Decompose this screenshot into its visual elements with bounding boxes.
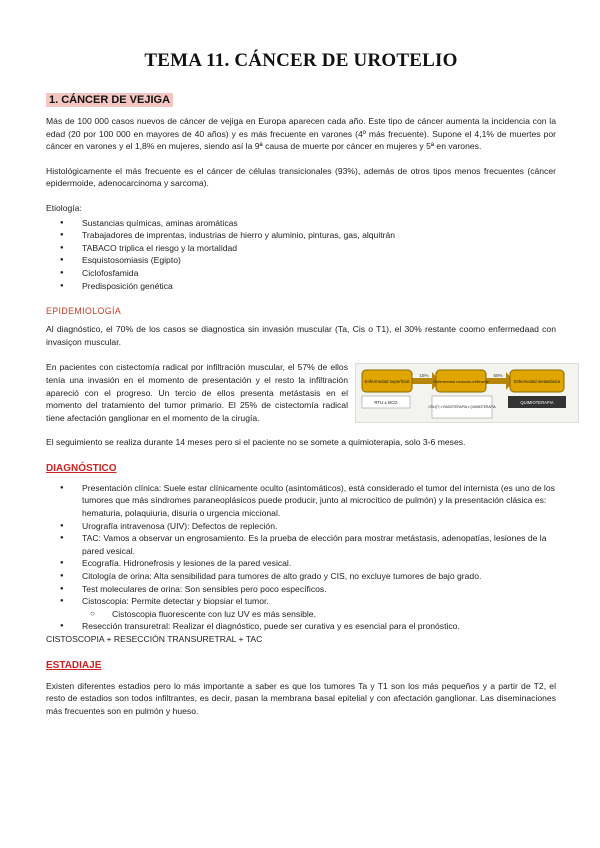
- list-item: ● Citología de orina: Alta sensibilidad para tumores de alto grado y CIS, no excluye tumores de bajo grado.: [66, 570, 556, 583]
- diagnosis-heading: DIAGNÓSTICO: [46, 462, 117, 474]
- list-item: ● Presentación clínica: Suele estar clínicamente oculto (asintomáticos), está considerado el tumor del internista (es uno de los tumores que más síndromes paraneoplásicos puede producir, junto al microcítico de pulmón) y la presentación clásica es: hematuria, polaquiuria, disuria o urgencia miccional.: [66, 482, 556, 520]
- disease-progression-diagram: [355, 363, 579, 423]
- staging-heading: ESTADIAJE: [46, 659, 102, 671]
- list-item: ● Urografía intravenosa (UIV): Defectos de repleción.: [66, 520, 556, 533]
- epidemiology-paragraph-1: Al diagnóstico, el 70% de los casos se diagnostica sin invasión muscular (Ta, Cis o T1), el 30% restante coomo enfermedaad con invasiçon muscular.: [46, 324, 556, 347]
- sub-list-item: ○ Cistoscopia fluorescente con luz UV es más sensible.: [66, 608, 556, 621]
- box1-treatment: RTU ± BCG: [374, 400, 398, 406]
- list-item: ● Esquistosomiasis (Egipto): [66, 254, 556, 267]
- box2-treatment: CR±QT; ± RADIOTERAPIA ± QUIMIOTERAPIA: [428, 405, 496, 410]
- staging-paragraph: Existen diferentes estadios pero lo más importante a saber es que los tumores Ta y T1 son los más pequeños y a partir de T2, el resto de estadios son todos infiltrantes, es decir, pasan la membrana basal epitelial y con afectación ganglionar. Las diseminaciones más frecuentes son en pulmón y hueso.: [46, 680, 556, 716]
- list-item: ● Ciclofosfamida: [66, 267, 556, 280]
- list-item: ● TAC: Vamos a observar un engrosamiento. Es la prueba de elección para mostrar metástasis, adenopatías, lesiones de la pared vesical.: [66, 532, 556, 557]
- box3-title: Enfermedad metastásica: [513, 379, 561, 385]
- arrow2-label: 50%: [493, 373, 503, 379]
- section-heading-cancer-vejiga: 1. CÁNCER DE VEJIGA: [46, 93, 173, 107]
- list-item: ● Sustancias químicas, aminas aromáticas: [66, 217, 556, 230]
- diagnosis-list: [46, 482, 556, 633]
- epidemiology-paragraph-3: El seguimiento se realiza durante 14 meses pero si el paciente no se somete a quimioterapia, solo 3-6 meses.: [46, 437, 466, 448]
- diagnosis-summary: CISTOSCOPIA + RESECCIÓN TRANSURETRAL + TAC: [46, 634, 263, 644]
- intro-paragraph: Más de 100 000 casos nuevos de cáncer de vejiga en Europa aparecen cada año. Este tipo de cáncer aumenta la incidencia con la edad (20 por 100 000 en mayores de 40 años) y es más frecuente en varones (4º más frecuente). Supone el 4,1% de muertes por cáncer en varones y el 1,8% en mujeres, siendo así la 9ª causa de muerte por cáncer en mujeres y 5ª en varones.: [46, 116, 556, 152]
- list-item: ● Ecografía. Hidronefrosis y lesiones de la pared vesical.: [66, 557, 556, 570]
- list-item: ● Test moleculares de orina: Son sensibles pero poco específicos.: [66, 583, 556, 596]
- list-item: ● Cistoscopia: Permite detectar y biopsiar el tumor.: [66, 595, 556, 608]
- document-title: TEMA 11. CÁNCER DE UROTELIO: [144, 50, 458, 71]
- list-item: ● TABACO triplica el riesgo y la mortalidad: [66, 242, 556, 255]
- arrow1-label: 15%: [419, 373, 429, 379]
- epidemiology-figure-row: [46, 361, 561, 424]
- list-item: ● Trabajadores de imprentas, industrias de hierro y aluminio, pinturas, gas, alquitrán: [66, 229, 556, 242]
- epidemiology-paragraph-2: En pacientes con cistectomía radical por infiltración muscular, el 57% de ellos tenía una invasión en el momento de presentación y el resto la infiltración apareció con el progreso. Un tercio de ellos presenta metástasis en el momento del tratamiento del tumor primario. El 25% de cistectomía radical tiene afectación ganglionar en el momento de la cirugía.: [46, 362, 348, 423]
- histology-paragraph: Histológicamente el más frecuente es el cáncer de células transicionales (93%), además de otros tipos menos frecuentes (cáncer epidermoide, adenocarcinoma y sarcoma).: [46, 165, 556, 189]
- document-page: [46, 0, 561, 717]
- etiology-label: Etiología:: [46, 202, 82, 213]
- list-item: ● Predisposición genética: [66, 280, 556, 293]
- etiology-list: [46, 217, 556, 293]
- box2-title: Enfermedad músculo-infiltrante: [433, 379, 489, 385]
- box3-treatment: QUIMIOTERAPIA: [520, 400, 554, 406]
- list-item: ● Resección transuretral: Realizar el diagnóstico, puede ser curativa y es esencial para el pronóstico.: [66, 620, 556, 633]
- epidemiology-heading: EPIDEMIOLOGÍA: [46, 306, 122, 317]
- box1-title: Enfermedad superficial: [364, 379, 410, 385]
